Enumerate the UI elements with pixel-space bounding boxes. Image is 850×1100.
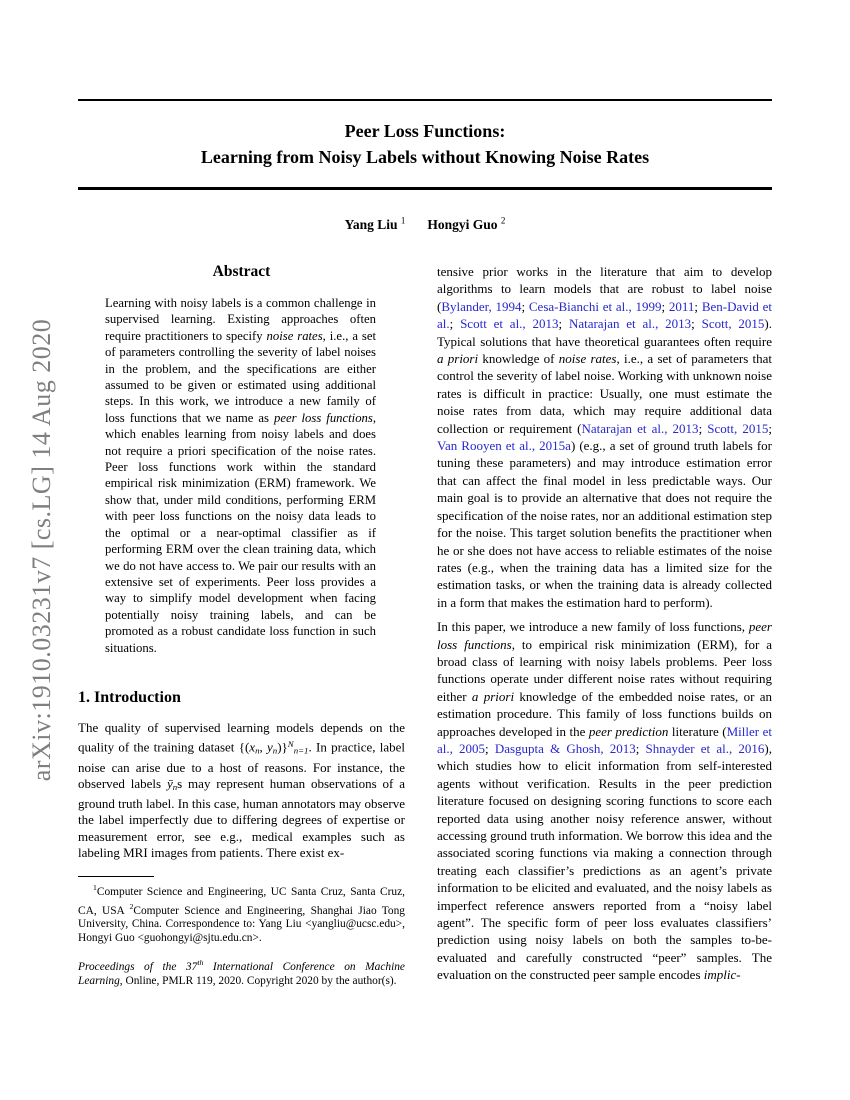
author-1	[345, 217, 406, 232]
right-column	[437, 263, 772, 1045]
author-2-affiliation-marker: 2	[500, 215, 506, 225]
title-rule-bottom	[78, 187, 772, 190]
abstract-heading: Abstract	[212, 263, 271, 280]
citation-link[interactable]: Ben-David et al.	[437, 298, 772, 332]
abstract-body: Learning with noisy labels is a common challenge in supervised learning. Existing approaches often require practitioners to specify noise rates, i.e., a set of parameters controlling the severity of label noises in the problem, and the specifications are either assumed to be given or estimated using additional steps. In this work, we introduce a new family of loss functions that we name as peer loss functions, which enables learning from noisy labels and does not require a priori specification of the noise rates. Peer loss functions work within the standard empirical risk minimization (ERM) framework. We show that, under mild conditions, performing ERM with peer loss functions on the noisy data leads to the optimal or a near-optimal classifier as if performing ERM over the clean training data, which we do not have access to. We pair our results with an extensive set of experiments. Peer loss provides a way to simplify model development when facing potentially noisy training labels, and can be promoted as a robust candidate loss function in such situations.	[105, 296, 376, 655]
citation-link[interactable]: Dasgupta & Ghosh, 2013	[494, 740, 636, 756]
body-paragraph-2: In this paper, we introduce a new family of loss functions, peer loss functions, to empirical risk minimization (ERM), for a broad class of learning with noisy labels problems. Peer loss functions operate under different noise rates without requiring either a priori knowledge of the embedded noise rates, or an estimation procedure. This family of loss functions builds on approaches developed in the peer prediction literature (Miller et al., 2005; Dasgupta & Ghosh, 2013; Shnayder et al., 2016), which studies how to elicit information from self-interested agents without verification. Results in the peer prediction literature focused on designing scoring functions to score each reported data using another noisy reference answer, without accessing ground truth information. We borrow this idea and the associated scoring functions via making a connection through treating each classifier’s predictions as an agent’s private information to be elicited and evaluated, and the noisy labels as imperfect reference answers reported from a “noisy label agent”. The specific form of peer loss evaluates classifiers’ prediction using noisy labels on both the samples to-be-evaluated and carefully constructed “peer” samples. The evaluation on the constructed peer sample encodes implic-	[437, 619, 772, 983]
citation-link[interactable]: Miller et al., 2005	[437, 723, 772, 756]
citation-link[interactable]: Bylander, 1994	[441, 298, 522, 314]
footnote-divider	[78, 876, 154, 877]
footnote-block	[78, 876, 405, 989]
authors-line	[78, 215, 772, 233]
author-1-name: Yang Liu	[344, 216, 398, 232]
left-column	[78, 263, 405, 875]
introduction-paragraph: The quality of supervised learning models depends on the quality of the training dataset {(xn, yn)}$^N$n=1. In practice, label noise can arise due to a host of reasons. For instance, the observed labels ȳns may represent human observations of a ground truth label. In this case, human annotators may observe the label imperfectly due to differing degrees of expertise or measurement error, see e.g., medical examples such as labeling MRI images from patients. There exist ex-	[78, 719, 405, 861]
citation-link[interactable]: 2011	[668, 298, 695, 314]
footnote-affiliation: $^1$Computer Science and Engineering, UC Santa Cruz, Santa Cruz, CA, USA $^2$Computer Science and Engineering, Shanghai Jiao Tong University, China. Correspondence to: Yang Liu <yangliu@ucsc.edu>, Hongyi Guo <guohongyi@sjtu.edu.cn>.	[78, 883, 406, 945]
title-rule-top	[78, 99, 772, 101]
body-paragraph-1: tensive prior works in the literature that aim to develop algorithms to learn models that are robust to label noise (Bylander, 1994; Cesa-Bianchi et al., 1999; 2011; Ben-David et al.; Scott et al., 2013; Natarajan et al., 2013; Scott, 2015). Typical solutions that have theoretical guarantees often require a priori knowledge of noise rates, i.e., a set of parameters that control the severity of label noise. Working with unknown noise rates is difficult in practice: Usually, one must estimate the noise rates from data, which may require additional data collection or requirement (Natarajan et al., 2013; Scott, 2015; Van Rooyen et al., 2015a) (e.g., a set of ground truth labels for tuning these parameters) and may introduce estimation error that can affect the final model in less predictable ways. Our main goal is to provide an alternative that does not require the specification of the noise rates, nor an additional estimation step for the noise. This target solution benefits the practitioner when he or she does not have access to reliable estimates of the noise rates (e.g., when the training data has a limited size for the estimation tasks, or when the training data is already collected in a form that makes the estimation hard to perform).	[437, 264, 772, 610]
section-heading-introduction: 1. Introduction	[78, 688, 181, 706]
citation-link[interactable]: Natarajan et al., 2013	[568, 316, 692, 332]
citation-link[interactable]: Scott, 2015	[707, 420, 769, 436]
citation-link[interactable]: Scott et al., 2013	[460, 316, 559, 332]
author-1-affiliation-marker: 1	[400, 215, 406, 225]
author-2	[427, 217, 505, 232]
paper-title	[78, 118, 772, 170]
citation-link[interactable]: Cesa-Bianchi et al., 1999	[528, 298, 662, 314]
citation-link[interactable]: Scott, 2015	[701, 316, 765, 332]
title-line-2: Learning from Noisy Labels without Knowing Noise Rates	[200, 147, 650, 167]
arxiv-watermark: arXiv:1910.03231v7 [cs.LG] 14 Aug 2020	[27, 318, 56, 782]
citation-link[interactable]: Van Rooyen et al., 2015a	[437, 438, 571, 454]
author-2-name: Hongyi Guo	[427, 216, 498, 232]
footnote-proceedings: Proceedings of the 37th International Conference on Machine Learning, Online, PMLR 119, 2020. Copyright 2020 by the author(s).	[78, 958, 405, 987]
title-line-1: Peer Loss Functions:	[344, 121, 506, 141]
citation-link[interactable]: Shnayder et al., 2016	[645, 740, 765, 756]
citation-link[interactable]: Natarajan et al., 2013	[581, 420, 699, 436]
